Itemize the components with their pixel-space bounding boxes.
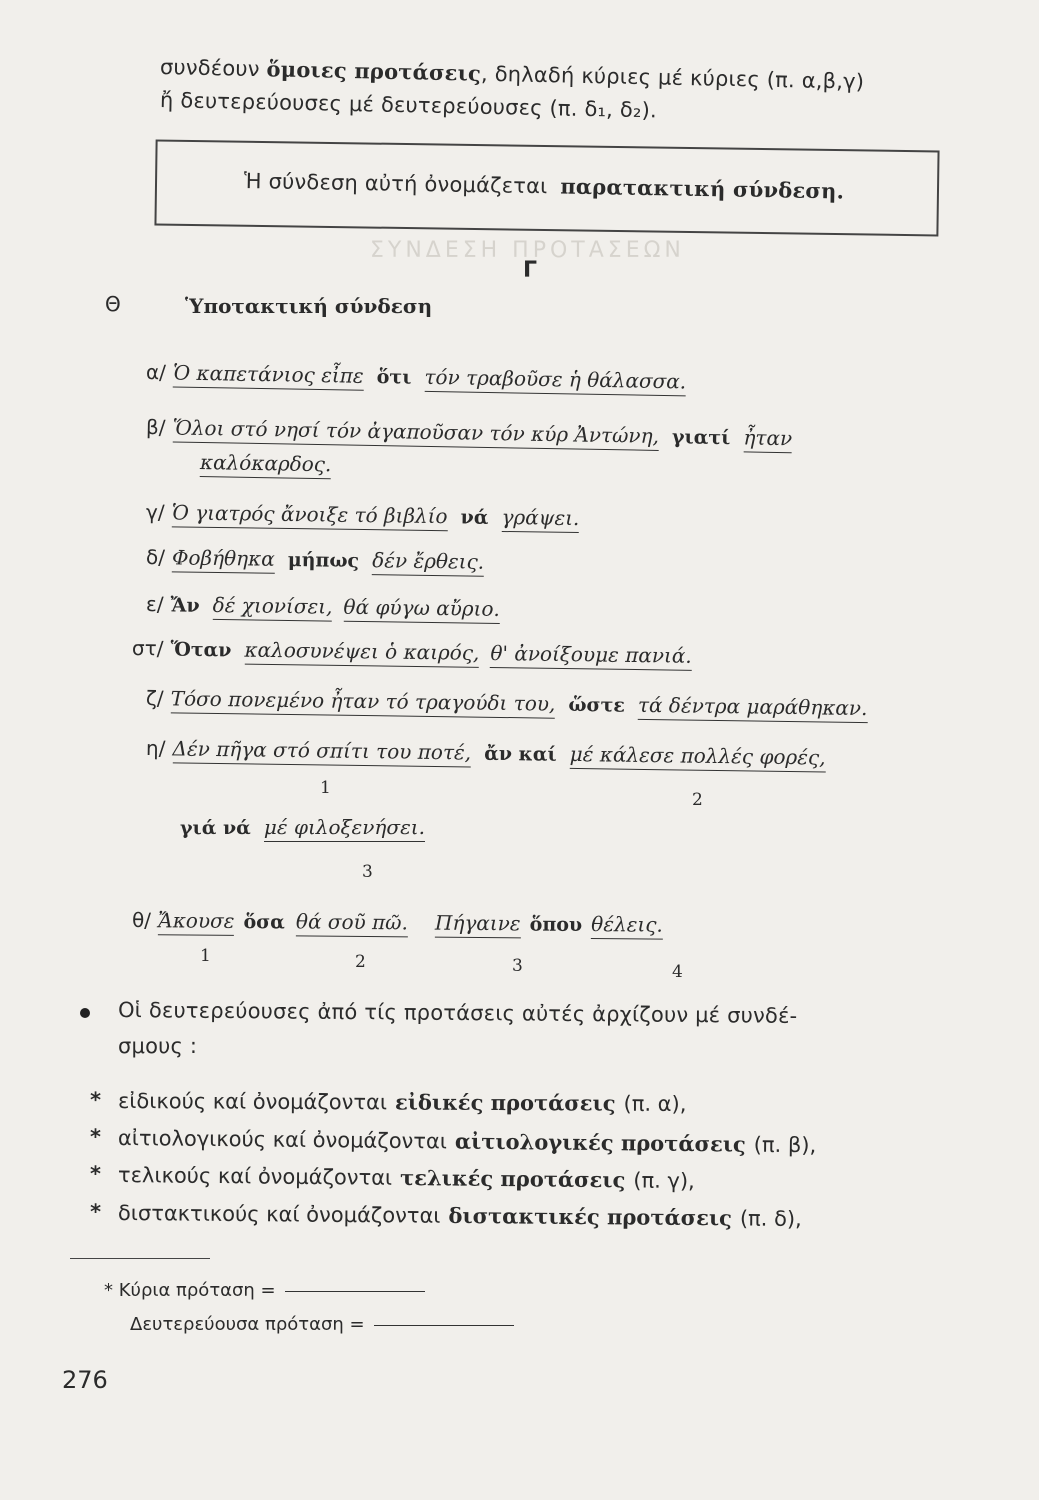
page-number: 276: [62, 1366, 108, 1394]
conjunction: νά: [460, 506, 489, 529]
item-term: αἰτιολογικές προτάσεις: [454, 1128, 746, 1157]
subordinate-clause: ἦταν: [743, 425, 792, 453]
clause-number: 2: [355, 952, 366, 972]
main-clause: Τόσο πονεμένο ἦταν τό τραγούδι του,: [171, 686, 556, 718]
main-clause: θά φύγω αὔριο.: [343, 595, 500, 624]
conjunction: γιά νά: [180, 817, 251, 839]
subordinate-clause: γράψει.: [501, 505, 579, 533]
clause-number: 3: [512, 956, 523, 976]
sentence-delta: [146, 545, 484, 574]
bullet-line-1: Οἱ δευτερεύουσες ἀπό τίς προτάσεις αὐτές ἀρχίζουν μέ συνδέ-: [117, 998, 798, 1028]
subordinate-clause: δέν ἔρθεις.: [372, 548, 484, 577]
sentence-label: ζ/: [145, 686, 164, 711]
sentence-eta-cont: [180, 815, 425, 839]
sentence-epsilon: [146, 592, 500, 621]
section-letter: Γ: [523, 258, 538, 283]
item-term: διστακτικές προτάσεις: [448, 1202, 732, 1231]
sentence-label: γ/: [145, 500, 165, 525]
main-clause-2: Πήγαινε: [435, 911, 521, 939]
sentence-gamma: [146, 500, 580, 530]
intro-text-b: , δηλαδή κύριες μέ κύριες (π. α,β,γ): [480, 61, 865, 94]
sentence-eta: [146, 736, 826, 769]
conjunction: ἄν καί: [484, 742, 557, 766]
note-bold: παρατακτική σύνδεση.: [560, 173, 845, 204]
conjunction-type-item: [89, 1199, 802, 1231]
main-clause: Ἄκουσε: [158, 908, 235, 936]
subordinate-clause: θά σοῦ πῶ.: [296, 909, 408, 937]
item-reference: (π. δ),: [739, 1206, 802, 1231]
sentence-theta: [132, 908, 663, 937]
subordinate-clause-cont: καλόκαρδος.: [200, 450, 332, 479]
sentence-label: στ/: [131, 636, 164, 661]
footnote-line-2: [130, 1314, 514, 1335]
conjunction-type-item: [89, 1161, 695, 1194]
conjunction-2: ὅπου: [529, 913, 583, 936]
clause-number: 1: [320, 778, 331, 798]
intro-text-a: συνδέουν: [159, 55, 267, 82]
conjunction: ὥστε: [568, 693, 626, 717]
bullet-line-2: σμους :: [118, 1034, 198, 1058]
asterisk-icon: *: [89, 1161, 102, 1186]
bullet-dot-icon: [80, 1008, 90, 1018]
item-text: τελικούς καί ὀνομάζονται: [117, 1163, 393, 1190]
conjunction-type-item: [89, 1087, 687, 1116]
sentence-label: ε/: [145, 592, 164, 617]
conjunction: ὅσα: [243, 910, 285, 934]
sentence-beta-cont: [200, 450, 332, 476]
item-text: διστακτικούς καί ὀνομάζονται: [117, 1201, 441, 1228]
section-title: Ὑποτακτική σύνδεση: [185, 294, 433, 318]
sentence-zeta: [146, 686, 868, 720]
bleed-through-text: ΣΥΝΔΕΣΗ ΠΡΟΤΑΣΕΩΝ: [370, 238, 685, 263]
main-clause: θ' ἀνοίξουμε πανιά.: [490, 641, 692, 671]
clause-number: 2: [692, 790, 703, 810]
asterisk-icon: *: [89, 1124, 102, 1149]
footnote-rule: [70, 1258, 210, 1259]
subordinate-clause: δέ χιονίσει,: [213, 593, 333, 622]
item-term: εἰδικές προτάσεις: [394, 1089, 616, 1116]
subordinate-clause: καλοσυνέψει ὁ καιρός,: [244, 638, 479, 668]
conjunction: Ἄν: [170, 594, 200, 617]
intro-bold: ὅμοιες προτάσεις: [266, 56, 482, 86]
sentence-beta: [146, 415, 793, 450]
main-clause: Φοβήθηκα: [172, 545, 275, 573]
sentence-label: β/: [145, 415, 166, 440]
item-text: εἰδικούς καί ὀνομάζονται: [117, 1089, 388, 1115]
sentence-stigma: [132, 636, 692, 668]
main-clause: Ὁ καπετάνιος εἶπε: [173, 360, 364, 390]
item-reference: (π. α),: [623, 1091, 687, 1116]
sentence-label: η/: [145, 736, 166, 761]
clause-number: 1: [200, 946, 211, 966]
sentence-label: α/: [145, 360, 167, 385]
footnote-main-clause: * Κύρια πρόταση =: [104, 1280, 276, 1301]
sentence-label: θ/: [131, 908, 152, 933]
clause-number: 4: [672, 962, 683, 982]
asterisk-icon: *: [89, 1087, 102, 1112]
sentence-alpha: [146, 360, 687, 393]
item-reference: (π. β),: [753, 1132, 817, 1158]
subordinate-clause: μέ κάλεσε πολλές φορές,: [570, 742, 826, 773]
clause-number: 3: [362, 862, 373, 882]
main-clause: Ὁ γιατρός ἄνοιξε τό βιβλίο: [171, 500, 447, 531]
conjunction: γιατί: [671, 426, 731, 450]
subordinate-clause: μέ φιλοξενήσει.: [264, 815, 425, 842]
conjunction: μήπως: [287, 548, 360, 572]
intro-line-1: [160, 54, 865, 94]
footnote-blank: [285, 1291, 425, 1292]
conjunction: ὅτι: [376, 366, 412, 389]
item-text: αἰτιολογικούς καί ὀνομάζονται: [117, 1126, 448, 1154]
subordinate-clause-2: θέλεις.: [591, 912, 663, 940]
footnote-line-1: [104, 1280, 425, 1301]
conjunction-type-item: [89, 1124, 817, 1158]
note-text: Ἡ σύνδεση αὐτή ὀνομάζεται: [243, 169, 548, 199]
main-clause: Ὅλοι στό νησί τόν ἀγαποῦσαν τόν κύρ Ἀντώνη,: [172, 415, 659, 450]
subordinate-clause: τόν τραβοῦσε ἡ θάλασσα.: [424, 365, 686, 397]
sentence-label: δ/: [145, 545, 166, 570]
conjunction: Ὅταν: [170, 638, 232, 662]
item-reference: (π. γ),: [633, 1168, 695, 1194]
intro-line-2: ἤ δευτερεύουσες μέ δευτερεύουσες (π. δ₁, δ₂).: [159, 88, 658, 123]
subordinate-clause: τά δέντρα μαράθηκαν.: [638, 693, 868, 723]
footnote-subordinate-clause: Δευτερεύουσα πρόταση =: [130, 1314, 365, 1335]
item-term: τελικές προτάσεις: [399, 1164, 626, 1193]
asterisk-icon: *: [89, 1199, 102, 1224]
main-clause: Δέν πῆγα στό σπίτι του ποτέ,: [172, 736, 471, 767]
footnote-blank: [374, 1325, 514, 1326]
section-marker: Θ: [105, 292, 121, 316]
